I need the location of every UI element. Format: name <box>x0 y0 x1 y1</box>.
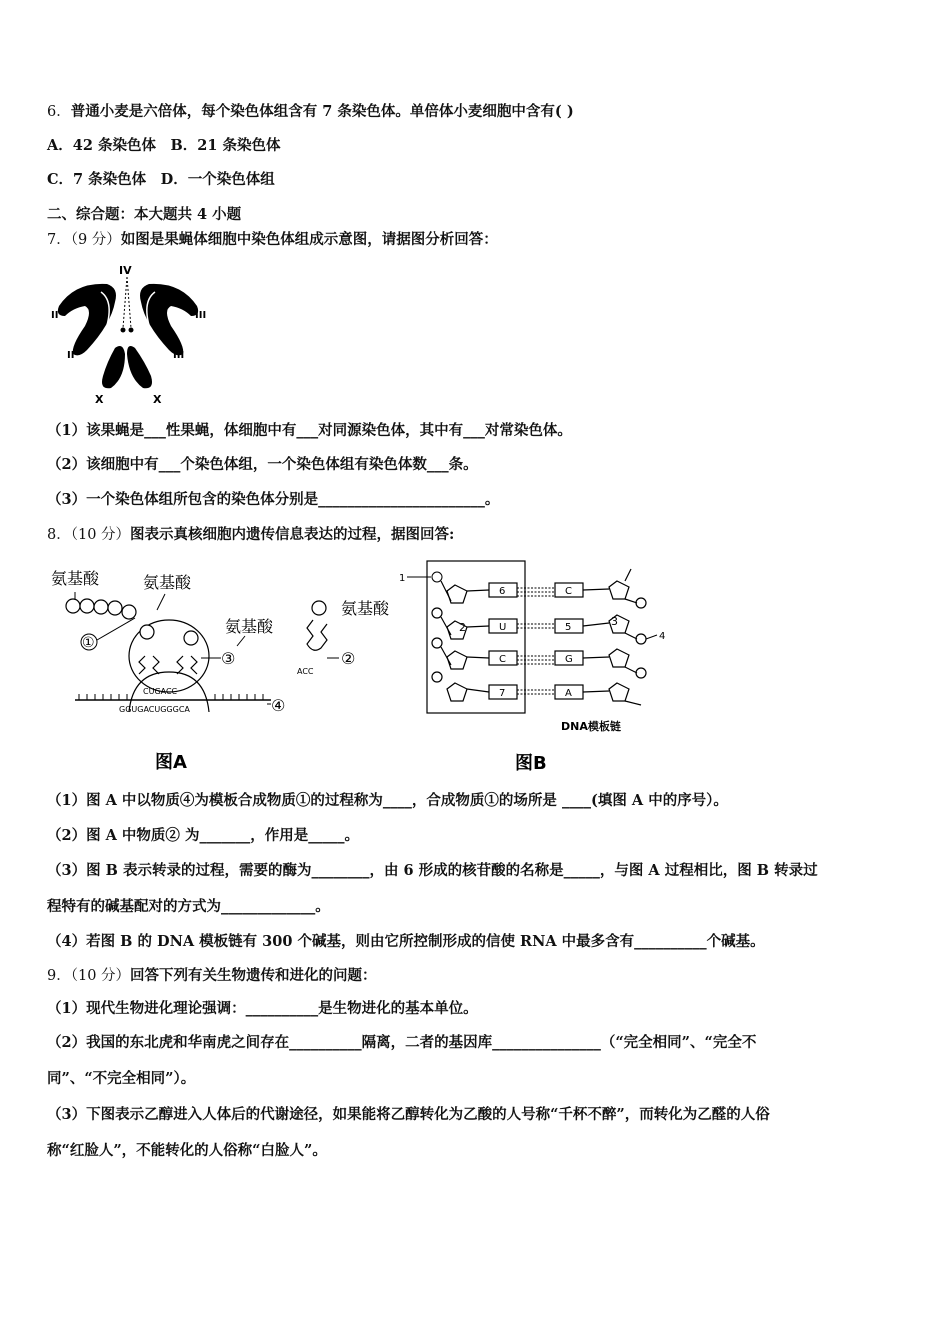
figb-caption: 图B <box>515 753 547 774</box>
q9-stem <box>47 966 377 986</box>
figb-left-base-2: U <box>499 622 507 633</box>
q6-options-row2: C．7 条染色体 D．一个染色体组 <box>47 171 275 188</box>
q8-figure-a <box>45 560 425 780</box>
q9-sub1: （1）现代生物进化理论强调：__________是生物进化的基本单位。 <box>47 1000 478 1017</box>
chromosome-ii-left <box>58 284 116 355</box>
figb-right-base-1: C <box>565 586 572 597</box>
chromosome-label-x-right: X <box>153 393 162 406</box>
figb-left-base-4: 7 <box>499 688 506 699</box>
figb-right-base-4: A <box>565 688 572 699</box>
figa-aa-label-2: 氨基酸 <box>143 573 192 592</box>
q9-sub2-line2: 同”、“不完全相同”）。 <box>47 1070 196 1087</box>
q6-stem <box>47 102 574 122</box>
chromosome-label-x-left: X <box>95 393 104 406</box>
figa-num-2: ② <box>341 649 356 668</box>
figb-label-4: 4 <box>659 631 666 642</box>
q6-options-row1: A．42 条染色体 B．21 条染色体 <box>47 137 281 154</box>
q7-chromosome-figure <box>45 262 215 407</box>
q9-sub2-line1: （2）我国的东北虎和华南虎之间存在__________隔离，二者的基因库_______________（“完全相同”、“完全不 <box>47 1034 757 1051</box>
figa-mrna: GGUGACUGGGCA <box>119 705 190 714</box>
q8-sub3-line2: 程特有的碱基配对的方式为_____________。 <box>47 898 330 915</box>
figb-strand-label: DNA模板链 <box>561 720 621 733</box>
figa-aa-label-1: 氨基酸 <box>51 569 100 588</box>
figb-label-1: 1 <box>399 573 406 584</box>
figa-caption: 图A <box>155 752 187 773</box>
chromosome-label-ii-top: II <box>51 310 59 321</box>
q8-stem <box>47 525 454 545</box>
q7-number: 7．（9 分） <box>47 232 121 248</box>
q7-sub3: （3）一个染色体组所包含的染色体分别是_______________________。 <box>47 491 500 508</box>
q7-sub2: （2）该细胞中有___个染色体组，一个染色体组有染色体数___条。 <box>47 456 478 473</box>
chromosome-label-ii-bottom: II <box>67 350 75 361</box>
figb-left-base-3: C <box>499 654 506 665</box>
figb-right-base-2: 5 <box>565 622 572 633</box>
figb-left-base-1: 6 <box>499 586 506 597</box>
q8-sub1: （1）图 A 中以物质④为模板合成物质①的过程称为____，合成物质①的场所是 ____(填图 A 中的序号）。 <box>47 792 728 809</box>
q9-sub3-line1: （3）下图表示乙醇进入人体后的代谢途径，如果能将乙醇转化为乙酸的人号称“千杯不醉”，而转化为乙醛的人俗 <box>47 1106 770 1123</box>
chromosome-label-iii-top: III <box>195 310 207 321</box>
q6-number: 6． <box>47 104 71 120</box>
figa-num-3: ③ <box>221 649 236 668</box>
figa-num-1: ① <box>82 635 95 651</box>
figb-left-circle: 2 <box>459 621 466 634</box>
chromosome-x-right <box>127 346 152 388</box>
q8-sub4: （4）若图 B 的 DNA 模板链有 300 个碱基，则由它所控制形成的信使 RNA 中最多含有__________个碱基。 <box>47 933 765 950</box>
chromosome-x-left <box>102 346 125 388</box>
figa-anticodon: CUGACC <box>143 687 178 696</box>
q7-stem <box>47 230 498 250</box>
figb-right-base-3: G <box>565 654 573 665</box>
q8-sub2: （2）图 A 中物质② 为_______，作用是_____。 <box>47 827 359 844</box>
chromosome-iii-right <box>140 284 198 355</box>
figa-acc: ACC <box>297 667 314 676</box>
q9-sub3-line2: 称“红脸人”，不能转化的人俗称“白脸人”。 <box>47 1142 327 1159</box>
figb-right-circle: 3 <box>611 615 618 628</box>
q7-sub1: （1）该果蝇是___性果蝇，体细胞中有___对同源染色体，其中有___对常染色体。 <box>47 422 572 439</box>
chromosome-label-iii-bottom: III <box>173 350 185 361</box>
chromosome-label-iv: IV <box>119 264 132 277</box>
section-heading: 二、综合题：本大题共 4 小题 <box>47 206 242 223</box>
figa-num-4: ④ <box>271 696 286 715</box>
q9-stem-text: 回答下列有关生物遗传和进化的问题： <box>130 967 377 984</box>
figa-aa-label-3: 氨基酸 <box>225 617 274 636</box>
q9-number: 9．（10 分） <box>47 968 131 984</box>
q8-figure-b <box>395 555 675 780</box>
q7-stem-text: 如图是果蝇体细胞中染色体组成示意图，请据图分析回答： <box>120 231 498 248</box>
q8-number: 8．（10 分） <box>47 527 131 543</box>
figa-aa-label-4: 氨基酸 <box>341 599 390 618</box>
q8-sub3-line1: （3）图 B 表示转录的过程，需要的酶为________，由 6 形成的核苷酸的名称是_____，与图 A 过程相比，图 B 转录过 <box>47 862 818 879</box>
q8-stem-text: 图表示真核细胞内遗传信息表达的过程，据图回答: <box>130 526 455 543</box>
q6-stem-text: 普通小麦是六倍体，每个染色体组含有 7 条染色体。单倍体小麦细胞中含有( ) <box>70 103 574 120</box>
